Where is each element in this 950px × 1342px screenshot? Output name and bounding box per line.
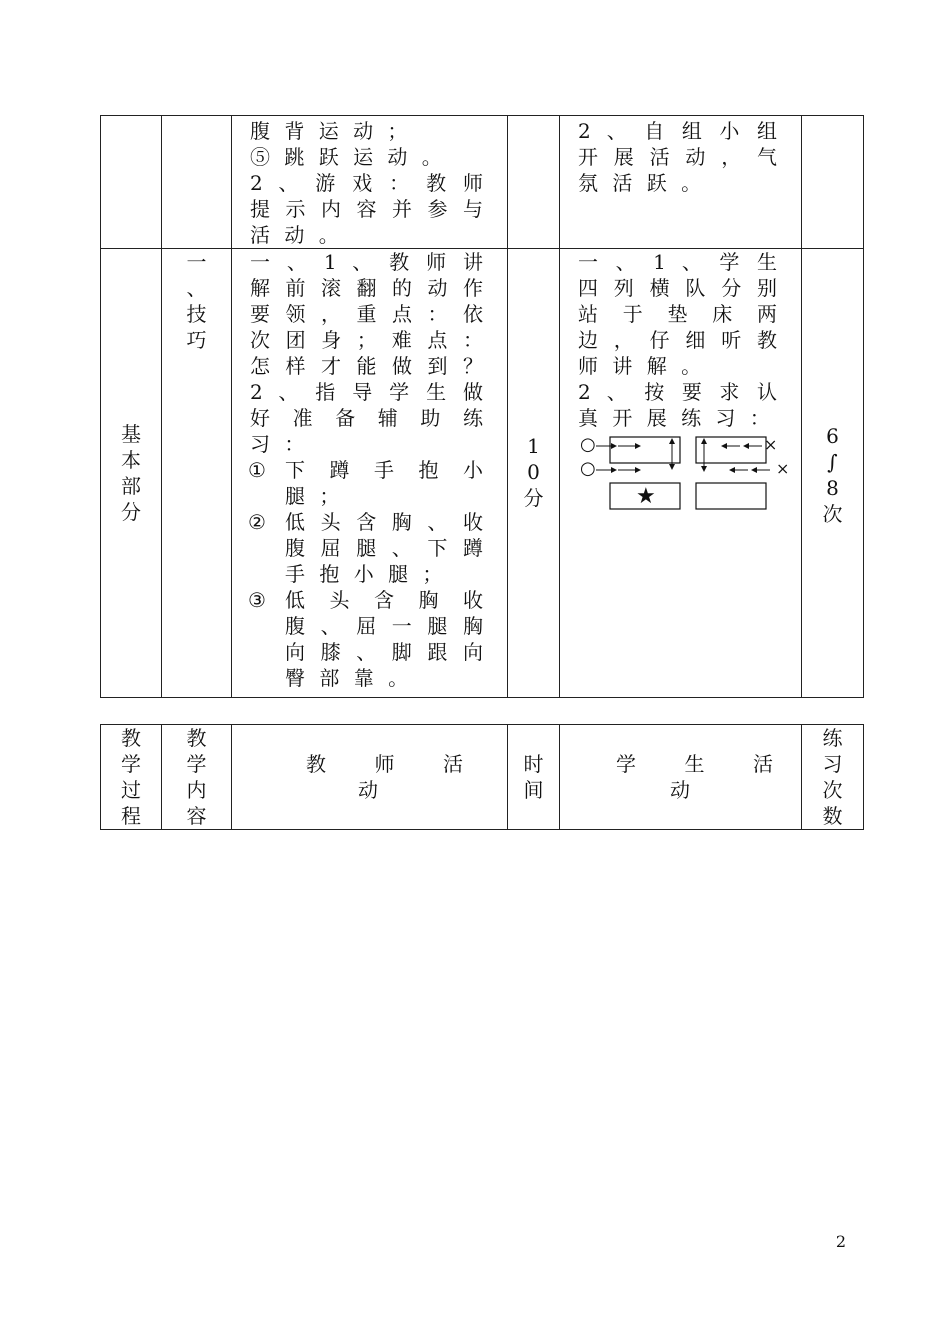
header-content — [162, 725, 232, 830]
teacher-star-icon: ★ — [636, 484, 656, 509]
time-cell — [508, 116, 560, 249]
table-row — [101, 249, 864, 698]
text-line: 2 、 游 戏 ： 教 师 — [250, 171, 487, 195]
list-item — [232, 457, 507, 483]
header-char: 习 — [822, 752, 843, 776]
item-line: 低 头 含 胸 收 — [285, 588, 487, 612]
text-line: 活 动 。 — [250, 223, 343, 247]
process-cell — [101, 116, 162, 249]
header-char: 练 — [822, 726, 843, 750]
process-cell — [101, 249, 162, 698]
process-char: 本 — [121, 448, 141, 472]
header-student — [560, 725, 802, 830]
header-char: 数 — [822, 804, 843, 828]
text-line: 要 领 ， 重 点 ： 依 — [250, 302, 487, 326]
header-char: 容 — [186, 804, 207, 828]
header-char: 学 — [186, 752, 207, 776]
student-circle-icon: ○ — [580, 458, 596, 479]
process-char: 分 — [121, 500, 141, 524]
teacher-activity-cell — [232, 116, 508, 249]
item-line: 手 抱 小 腿 ； — [285, 562, 447, 586]
text-line: 真 开 展 练 习 ： — [578, 406, 774, 430]
list-item — [232, 665, 507, 691]
text-line: 次 团 身 ； 难 点 ： — [250, 328, 487, 352]
text-line: 好 准 备 辅 助 练 — [250, 406, 487, 430]
time-char: 0 — [527, 460, 540, 484]
header-line: 教 师 活 — [306, 752, 467, 776]
header-line: 动 — [670, 778, 690, 802]
item-line: 腹 、 屈 一 腿 胸 — [285, 614, 487, 638]
text-line: 2 、 自 组 小 组 — [578, 119, 781, 143]
count-char: ∫ — [827, 450, 838, 474]
header-char: 次 — [822, 778, 843, 802]
text-line: 四 列 横 队 分 别 — [578, 276, 781, 300]
process-char: 基 — [121, 422, 141, 446]
content-cell — [162, 116, 232, 249]
text-line: ⑤ 跳 跃 运 动 。 — [250, 145, 446, 169]
list-item — [232, 639, 507, 665]
process-char: 部 — [121, 474, 141, 498]
count-cell — [802, 249, 864, 698]
count-cell — [802, 116, 864, 249]
header-char: 内 — [186, 778, 207, 802]
mat-rect — [610, 437, 680, 463]
student-activity-cell — [560, 249, 802, 698]
header-char: 过 — [121, 778, 141, 802]
text-line: 提 示 内 容 并 参 与 — [250, 197, 487, 221]
lesson-plan-table — [100, 115, 864, 698]
header-time — [508, 725, 560, 830]
text-line: 腹 背 运 动 ； — [250, 119, 412, 143]
header-char: 间 — [523, 778, 544, 802]
text-line: 氛 活 跃 。 — [578, 171, 706, 195]
text-line: 一 、 1 、 学 生 — [578, 250, 781, 274]
cross-icon: × — [764, 435, 778, 454]
practice-formation-diagram — [580, 435, 800, 515]
text-line: 习 ： — [250, 432, 309, 456]
mat-rect — [696, 483, 766, 509]
text-line: 2 、 按 要 求 认 — [578, 380, 781, 404]
list-item — [232, 613, 507, 639]
time-char: 1 — [527, 434, 540, 458]
cross-icon: × — [776, 459, 790, 478]
header-process — [101, 725, 162, 830]
content-cell — [162, 249, 232, 698]
item-number: ② — [248, 510, 266, 534]
time-char: 分 — [523, 486, 544, 510]
item-line: 低 头 含 胸 、 收 — [285, 510, 487, 534]
page-number: 2 — [835, 1232, 846, 1251]
header-table — [100, 724, 864, 830]
item-line: 臀 部 靠 。 — [285, 666, 413, 690]
header-char: 时 — [523, 752, 544, 776]
list-item — [232, 483, 507, 509]
item-line: 腹 屈 腿 、 下 蹲 — [285, 536, 487, 560]
list-item — [232, 535, 507, 561]
header-char: 程 — [121, 804, 141, 828]
header-char: 教 — [121, 726, 141, 750]
item-number: ① — [248, 458, 266, 482]
list-item — [232, 509, 507, 535]
text-line: 师 讲 解 。 — [578, 354, 706, 378]
header-count — [802, 725, 864, 830]
header-line: 学 生 活 — [616, 752, 777, 776]
mat-rect — [696, 437, 766, 463]
item-line: 向 膝 、 脚 跟 向 — [285, 640, 487, 664]
content-char: 巧 — [186, 328, 207, 352]
count-char: 8 — [826, 476, 839, 500]
text-line: 一 、 1 、 教 师 讲 — [250, 250, 487, 274]
table-row — [101, 725, 864, 830]
student-circle-icon: ○ — [580, 434, 596, 455]
content-char: 技 — [186, 302, 207, 326]
table-row — [101, 116, 864, 249]
content-char: 一 — [186, 250, 207, 274]
count-char: 6 — [826, 424, 839, 448]
text-line: 2 、 指 导 学 生 做 — [250, 380, 487, 404]
text-line: 开 展 活 动 ， 气 — [578, 145, 781, 169]
header-char: 学 — [121, 752, 141, 776]
list-item — [232, 561, 507, 587]
header-line: 动 — [358, 778, 378, 802]
student-activity-cell — [560, 116, 802, 249]
time-cell — [508, 249, 560, 698]
content-char: 、 — [186, 276, 207, 300]
item-number: ③ — [248, 588, 266, 612]
list-item — [232, 587, 507, 613]
text-line: 解 前 滚 翻 的 动 作 — [250, 276, 487, 300]
count-char: 次 — [822, 502, 843, 526]
text-line: 怎 样 才 能 做 到 ？ — [250, 354, 487, 378]
teacher-activity-cell — [232, 249, 508, 698]
header-teacher — [232, 725, 508, 830]
text-line: 边 ， 仔 细 听 教 — [578, 328, 781, 352]
item-line: 下 蹲 手 抱 小 — [285, 458, 487, 482]
text-line: 站 于 垫 床 两 — [578, 302, 781, 326]
header-char: 教 — [186, 726, 207, 750]
item-line: 腿 ； — [285, 484, 344, 508]
